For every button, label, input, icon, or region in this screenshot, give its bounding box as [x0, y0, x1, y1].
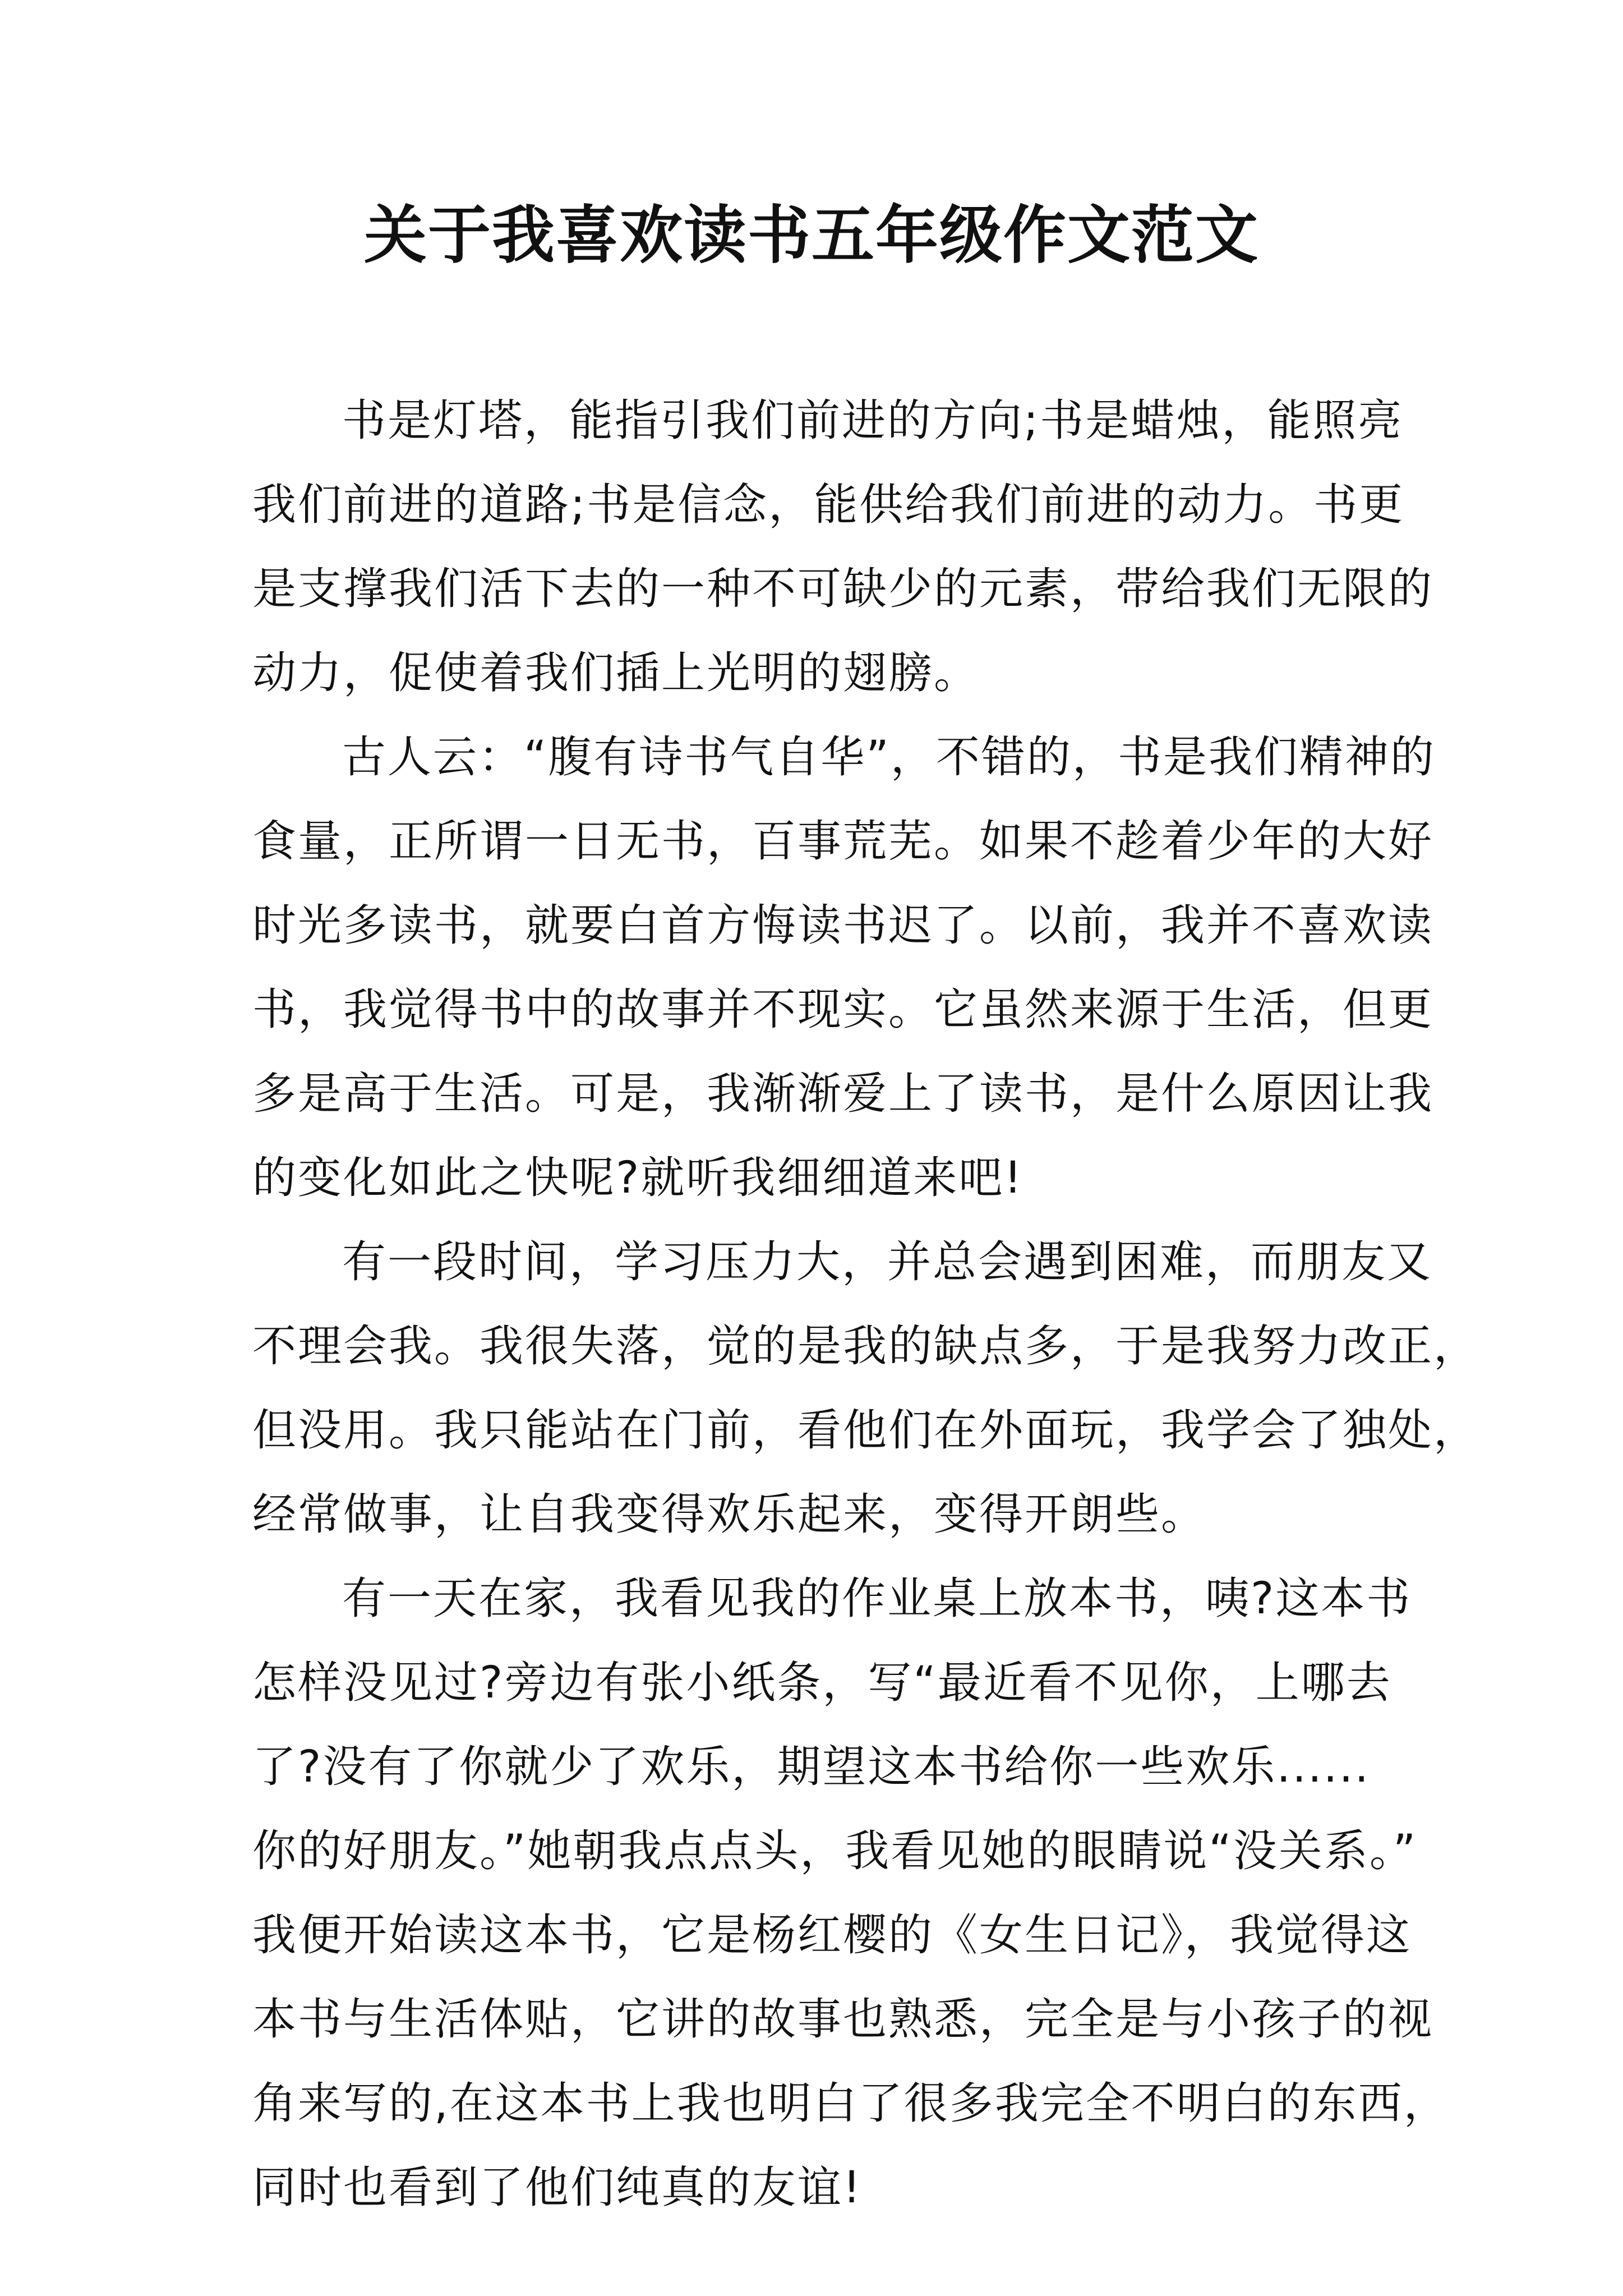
- paragraph-3: [252, 1220, 1479, 1557]
- paragraph-4: [252, 1557, 1449, 2230]
- text-line: 你的好朋友。”她朝我点点头，我看见她的眼睛说“没关系。”: [252, 1826, 1418, 1876]
- document-body: [252, 379, 1479, 2230]
- text-line: 动力，促使着我们插上光明的翅膀。: [252, 648, 980, 698]
- text-line: 我们前进的道路;书是信念，能供给我们前进的动力。书更: [252, 480, 1405, 530]
- text-line: 经常做事，让自我变得欢乐起来，变得开朗些。: [252, 1489, 1207, 1540]
- text-line: 角来写的,在这本书上我也明白了很多我完全不明白的东西，: [252, 2078, 1449, 2129]
- text-line: 不理会我。我很失落，觉的是我的缺点多，于是我努力改正，: [252, 1321, 1479, 1372]
- paragraph-2: [252, 715, 1436, 1220]
- text-line: 有一段时间，学习压力大，并总会遇到困难，而朋友又: [342, 1237, 1433, 1287]
- paragraph-1: [252, 379, 1434, 715]
- text-line: 食量，正所谓一日无书，百事荒芜。如果不趁着少年的大好: [252, 816, 1434, 867]
- text-line: 书是灯塔，能指引我们前进的方向;书是蜡烛，能照亮: [342, 395, 1404, 446]
- text-line: 时光多读书，就要白首方悔读书迟了。以前，我并不喜欢读: [252, 900, 1434, 951]
- text-line: 是支撑我们活下去的一种不可缺少的元素，带给我们无限的: [252, 564, 1434, 614]
- text-line: 的变化如此之快呢?就听我细细道来吧!: [252, 1153, 1023, 1203]
- text-line: 有一天在家，我看见我的作业桌上放本书，咦?这本书: [342, 1573, 1412, 1624]
- text-line: 我便开始读这本书，它是杨红樱的《女生日记》，我觉得这: [252, 1910, 1412, 1961]
- text-line: 多是高于生活。可是，我渐渐爱上了读书，是什么原因让我: [252, 1069, 1434, 1119]
- text-line: 本书与生活体贴，它讲的故事也熟悉，完全是与小孩子的视: [252, 1994, 1434, 2045]
- text-line: 怎样没见过?旁边有张小纸条，写“最近看不见你，上哪去: [252, 1658, 1392, 1708]
- text-line: 古人云：“腹有诗书气自华”，不错的，书是我们精神的: [342, 732, 1436, 783]
- text-line: 同时也看到了他们纯真的友谊!: [252, 2162, 863, 2213]
- text-line: 书，我觉得书中的故事并不现实。它虽然来源于生活，但更: [252, 984, 1434, 1035]
- text-line: 但没用。我只能站在门前，看他们在外面玩，我学会了独处，: [252, 1405, 1479, 1456]
- text-line: 了?没有了你就少了欢乐，期望这本书给你一些欢乐......: [252, 1742, 1371, 1792]
- document-title: 关于我喜欢读书五年级作文范文: [364, 199, 1259, 272]
